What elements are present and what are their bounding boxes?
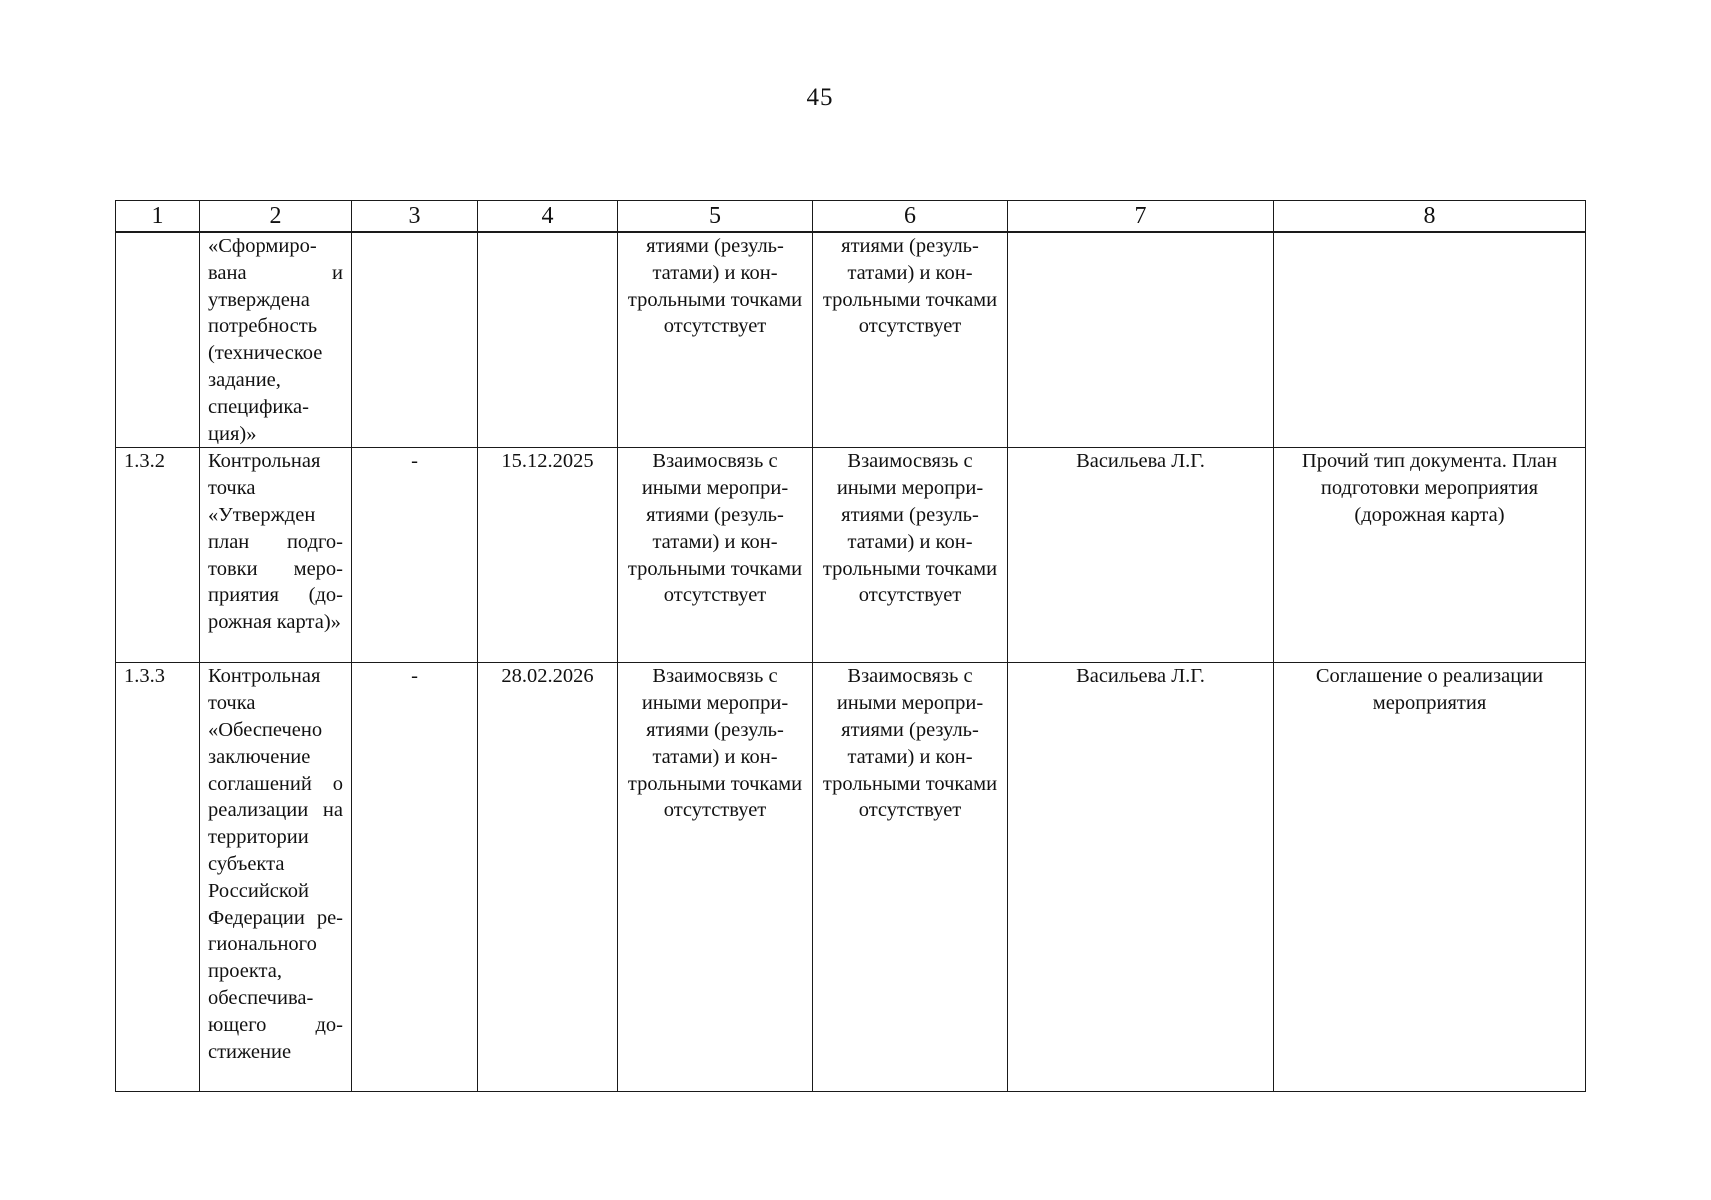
responsible-cell: Васильева Л.Г.: [1008, 663, 1274, 1092]
row-number-cell: 1.3.2: [116, 448, 200, 663]
table-row: [116, 663, 1586, 1092]
activity-name-cell: Контрольная точка «Утвержден план подготовки мероприятия (дорожная карта)»: [200, 448, 352, 663]
date-cell: [478, 232, 618, 448]
column-header: 4: [478, 201, 618, 233]
column-3-cell: -: [352, 663, 478, 1092]
column-header: 6: [813, 201, 1008, 233]
relation-cell: Взаимосвязь с иными мероприятиями (результатами) и контрольными точками отсутствует: [618, 663, 813, 1092]
page-number: 45: [806, 84, 834, 111]
relation-cell: ятиями (результатами) и контрольными точками отсутствует: [618, 232, 813, 448]
responsible-cell: Васильева Л.Г.: [1008, 448, 1274, 663]
date-cell: 28.02.2026: [478, 663, 618, 1092]
relation-cell: ятиями (результатами) и контрольными точками отсутствует: [813, 232, 1008, 448]
column-header: 7: [1008, 201, 1274, 233]
column-header: 2: [200, 201, 352, 233]
row-number-cell: [116, 232, 200, 448]
table-header-row: [116, 201, 1586, 233]
date-cell: 15.12.2025: [478, 448, 618, 663]
relation-cell: Взаимосвязь с иными мероприятиями (результатами) и контрольными точками отсутствует: [618, 448, 813, 663]
document-cell: Соглашение о реализации мероприятия: [1274, 663, 1586, 1092]
column-3-cell: [352, 232, 478, 448]
document-cell: Прочий тип документа. План подготовки мероприятия (дорожная карта): [1274, 448, 1586, 663]
column-header: 3: [352, 201, 478, 233]
relation-cell: Взаимосвязь с иными мероприятиями (результатами) и контрольными точками отсутствует: [813, 663, 1008, 1092]
column-3-cell: -: [352, 448, 478, 663]
responsible-cell: [1008, 232, 1274, 448]
relation-cell: Взаимосвязь с иными мероприятиями (результатами) и контрольными точками отсутствует: [813, 448, 1008, 663]
row-number-cell: 1.3.3: [116, 663, 200, 1092]
table-row: [116, 232, 1586, 448]
activity-name-cell: «Сформирована и утверждена потребность (техническое задание, спецификация)»: [200, 232, 352, 448]
document-cell: [1274, 232, 1586, 448]
column-header: 8: [1274, 201, 1586, 233]
table-row: [116, 448, 1586, 663]
column-header: 5: [618, 201, 813, 233]
activity-name-cell: Контрольная точка «Обеспечено заключение соглашений о реализации на территории субъекта Российской Федерации регионального проекта, обеспечивающего достижение: [200, 663, 352, 1092]
column-header: 1: [116, 201, 200, 233]
activities-table: [115, 200, 1586, 1092]
